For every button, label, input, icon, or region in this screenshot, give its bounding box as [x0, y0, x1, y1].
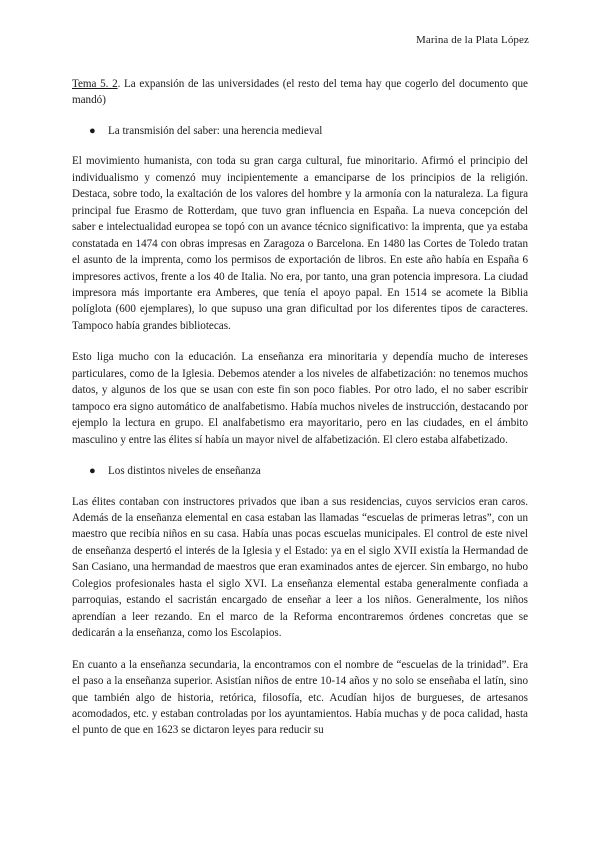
- paragraph: En cuanto a la enseñanza secundaria, la encontramos con el nombre de “escuelas de la trinidad”. Era el paso a la enseñanza superior. Asistían niños de entre 10-14 años y no solo se enseñaba el latín, sino que también algo de historia, retórica, filosofía, etc. Acudían hijos de burgueses, de artesanos acomodados, etc. y estaban controladas por los ayuntamientos. Había muchas y de poca calidad, hasta el punto de que en 1623 se dictaron leyes para reducir su: [72, 658, 528, 737]
- paragraph: Esto liga mucho con la educación. La enseñanza era minoritaria y dependía mucho de intereses particulares, como de la Iglesia. Debemos atender a los niveles de alfabetización: no tenemos muchos datos, y algunos de los que se usan con este fin son poco fiables. Por otro lado, el no saber escribir tampoco era signo automático de analfabetismo. Había muchos niveles de instrucción, destacando por ejemplo la lectura en grupo. El analfabetismo era mayoritario, pero en las ciudades, en el ámbito masculino y entre las élites sí había un mayor nivel de alfabetización. El clero estaba alfabetizado.: [72, 351, 528, 446]
- section-title: La transmisión del saber: una herencia medieval: [108, 124, 323, 137]
- author-header: Marina de la Plata López: [416, 34, 529, 46]
- bullet-icon: ●: [89, 465, 96, 478]
- section-bullet: [72, 463, 528, 479]
- section-bullet: [72, 123, 528, 139]
- topic-reference: Tema 5. 2: [72, 78, 118, 90]
- topic-heading: [72, 76, 528, 109]
- bullet-icon: ●: [89, 124, 96, 137]
- paragraph: Las élites contaban con instructores privados que iban a sus residencias, cuyos servicios eran caros. Además de la enseñanza elemental en casa estaban las llamadas “escuelas de primeras letras”, con un maestro que recibía niños en su casa. Había unas pocas escuelas municipales. El control de este nivel de enseñanza despertó el interés de la Iglesia y el Estado: ya en el siglo XVII existía la Hermandad de San Casiano, una hermandad de maestros que eran examinados antes de ejercer. Sin embargo, no hubo Colegios profesionales hasta el siglo XVI. La enseñanza elemental estaba generalmente confiada a parroquias, estando el sacristán encargado de enseñar a leer a los niños. Generalmente, los niños aprendían a leer rezando. En el marco de la Reforma encontraremos órdenes concretas que se dedicarán a la enseñanza, como los Escolapios.: [72, 495, 528, 640]
- topic-heading-text: . La expansión de las universidades (el resto del tema hay que cogerlo del documento que mandó): [72, 78, 528, 107]
- section-title: Los distintos niveles de enseñanza: [108, 465, 261, 478]
- document-body: [72, 76, 528, 754]
- paragraph: El movimiento humanista, con toda su gran carga cultural, fue minoritario. Afirmó el principio del individualismo y comenzó muy incipientemente a emanciparse de los principios de la religión. Destaca, sobre todo, la exaltación de los valores del hombre y la armonía con la naturaleza. La figura principal fue Erasmo de Rotterdam, que tuvo gran influencia en España. La nueva concepción del saber e intelectualidad europea se topó con un avance técnico significativo: la imprenta, que ya estaba constatada en 1474 con obras impresas en Zaragoza o Barcelona. En 1480 las Cortes de Toledo tratan el asunto de la imprenta, como los permisos de exportación de libros. En este año había en España 6 impresores activos, frente a los 40 de Italia. No era, por tanto, una gran potencia impresora. La ciudad impresora más importante era Amberes, que tenía el apoyo papal. En 1514 se acomete la Biblia políglota (600 ejemplares), lo que supuso una gran dificultad por los diferentes tipos de caracteres. Tampoco había grandes bibliotecas.: [72, 155, 528, 332]
